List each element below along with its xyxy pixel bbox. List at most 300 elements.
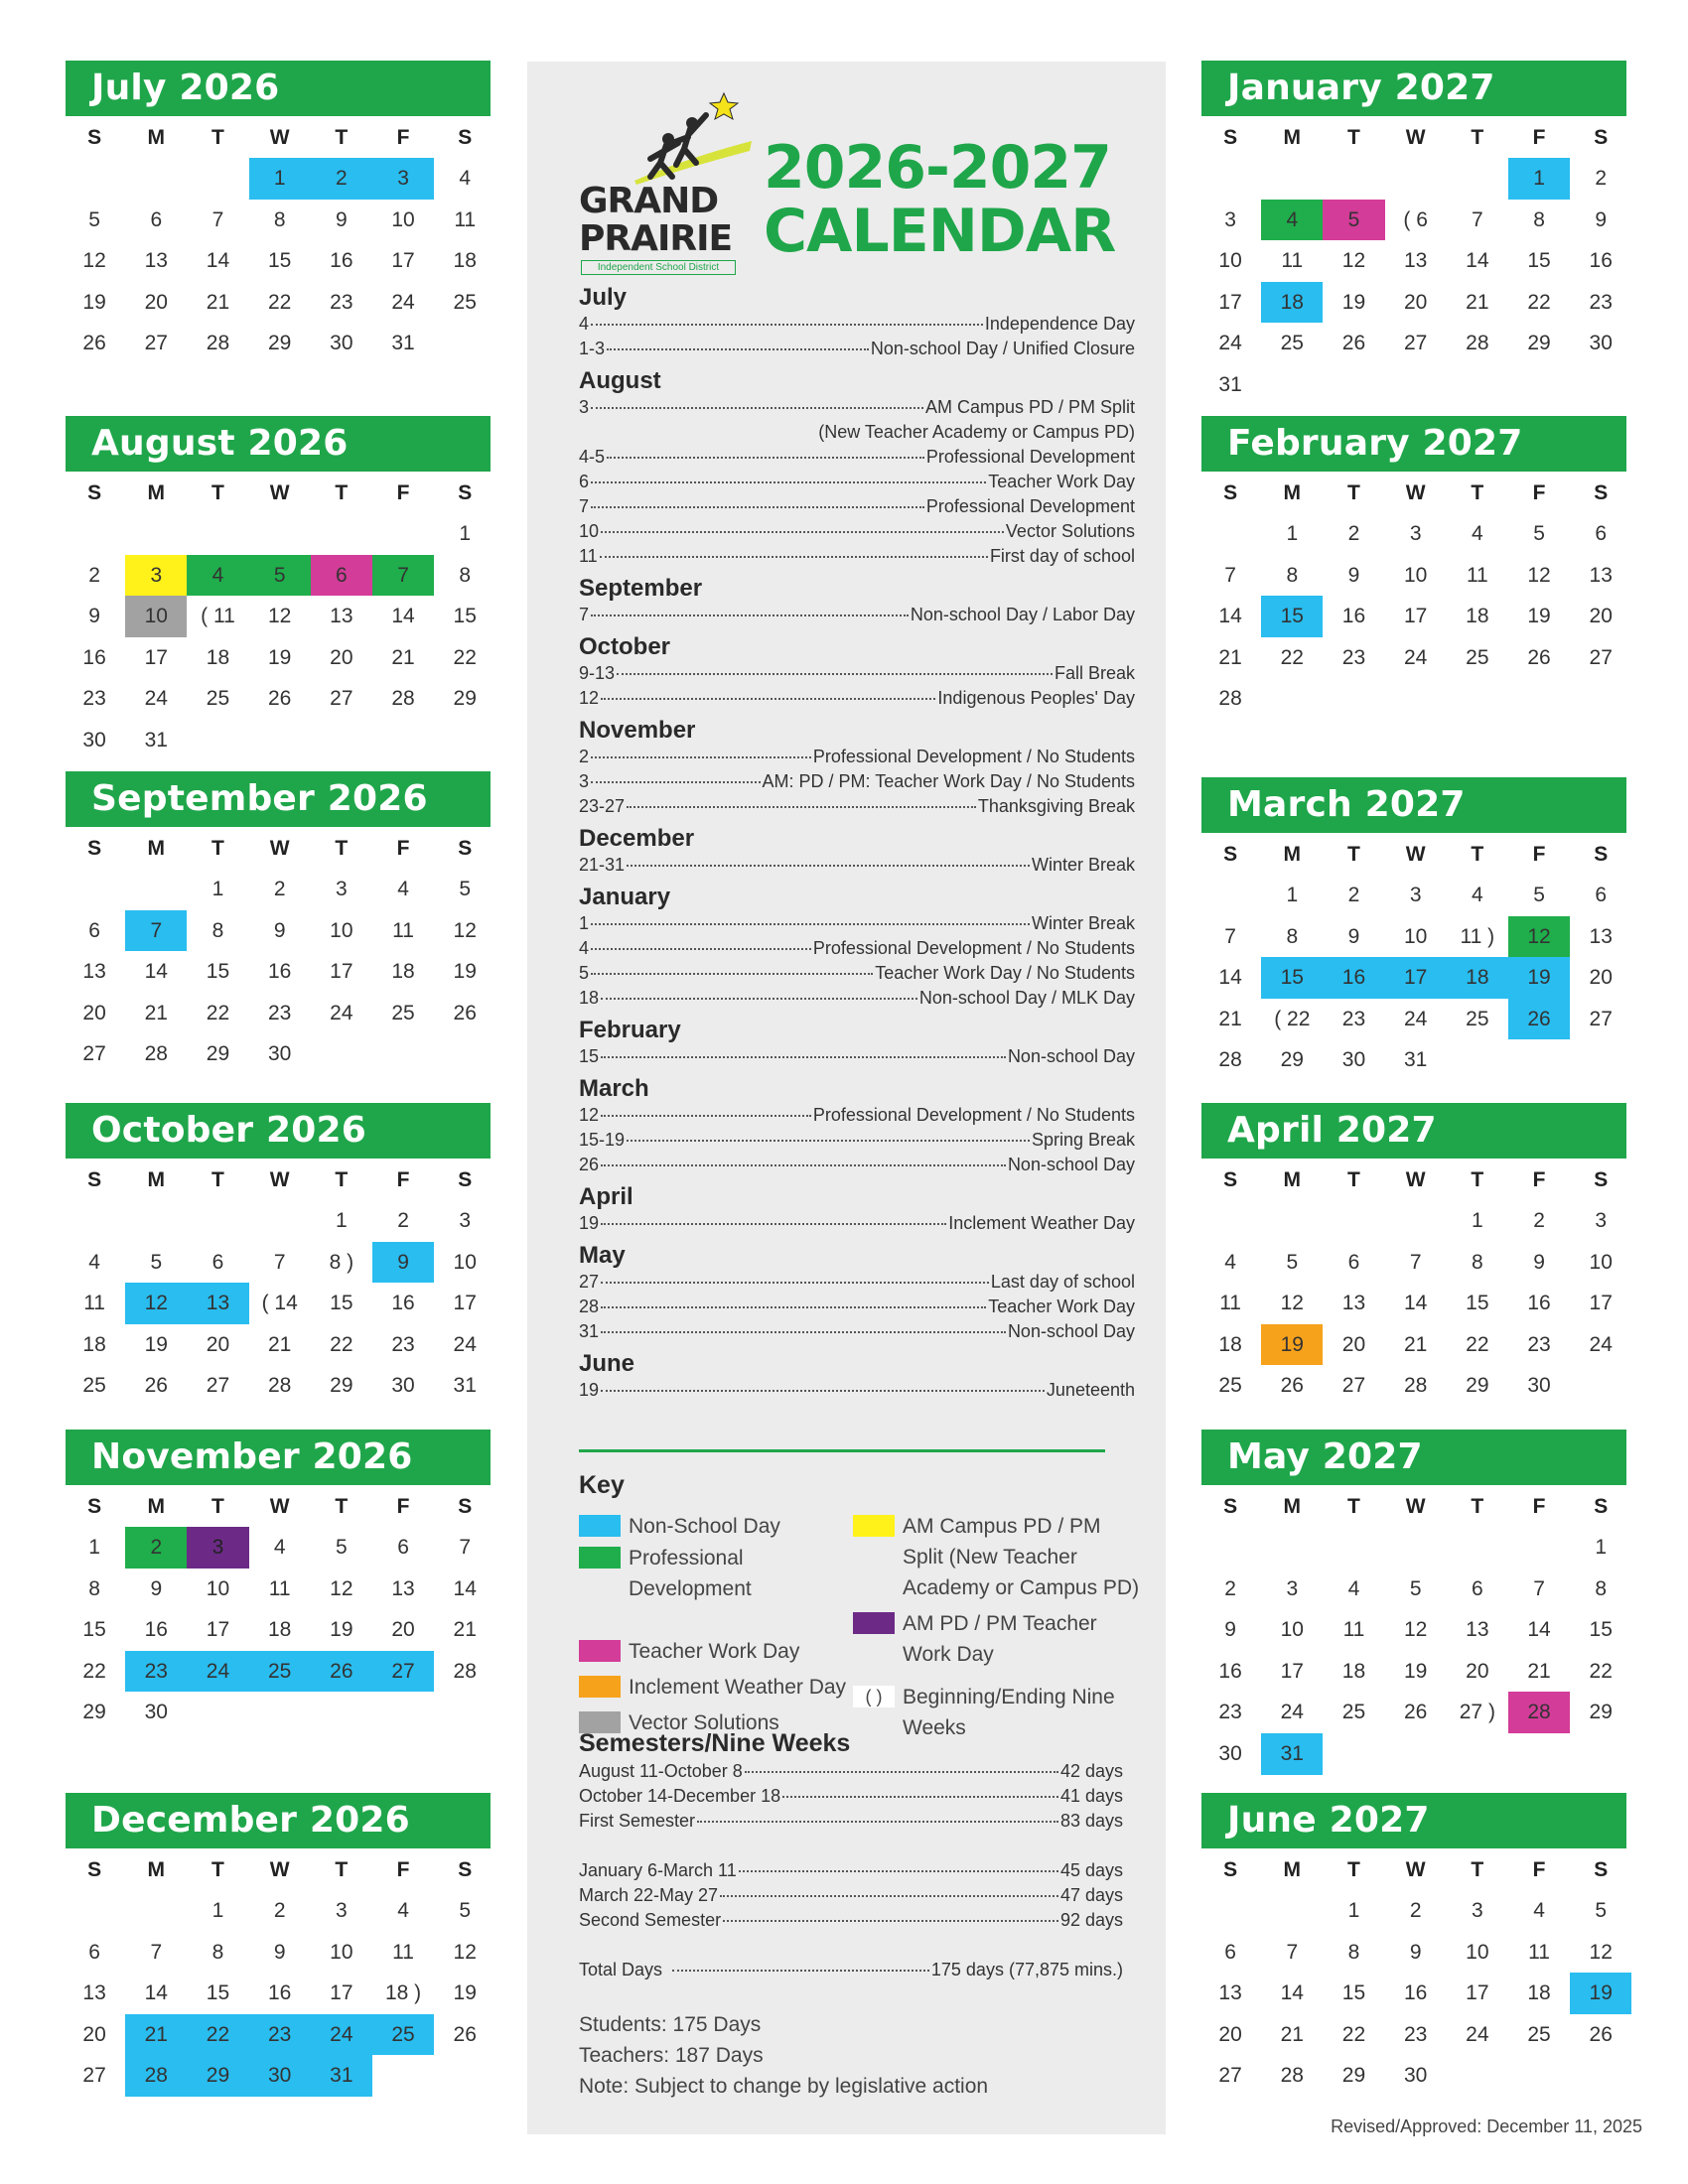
day-cell: 23 bbox=[1341, 1007, 1366, 1030]
day-cell: 8 bbox=[459, 563, 472, 587]
day-cell: 17 bbox=[1403, 605, 1428, 628]
event-description: AM: PD / PM: Teacher Work Day / No Students bbox=[762, 771, 1135, 791]
weekday-header: M bbox=[147, 126, 166, 149]
day-cell: 21 bbox=[144, 1001, 168, 1024]
semester-label: January 6-March 11 bbox=[579, 1860, 737, 1880]
day-cell: 26 bbox=[1403, 1701, 1428, 1724]
event-row bbox=[579, 395, 1135, 420]
day-cell: 16 bbox=[144, 1618, 168, 1642]
day-cell: 23 bbox=[1589, 290, 1613, 314]
event-description: Juneteenth bbox=[1046, 1380, 1135, 1400]
semester-row bbox=[579, 1809, 1123, 1834]
day-cell: 9 bbox=[1533, 1250, 1545, 1274]
day-cell: 11 bbox=[1342, 1618, 1365, 1642]
month-grid bbox=[1199, 1160, 1632, 1407]
event-row bbox=[579, 1103, 1135, 1128]
day-cell: 14 bbox=[144, 960, 168, 984]
day-cell: 27 bbox=[82, 1042, 106, 1066]
day-cell: 17 bbox=[330, 960, 353, 984]
weekday-header: S bbox=[1594, 1495, 1609, 1518]
day-cell: 16 bbox=[391, 1292, 415, 1315]
day-cell: 12 bbox=[1589, 1940, 1613, 1964]
day-cell: 7 bbox=[273, 1250, 286, 1274]
day-cell: 3 bbox=[1595, 1209, 1608, 1232]
day-cell: 22 bbox=[82, 1659, 106, 1683]
day-cell: 13 bbox=[144, 249, 168, 273]
color-swatch bbox=[579, 1547, 621, 1569]
month-june-2027 bbox=[1201, 1793, 1626, 2097]
day-cell: 8 bbox=[273, 207, 286, 231]
month-title: April 2027 bbox=[1201, 1103, 1626, 1159]
day-cell: 28 bbox=[1508, 1692, 1570, 1733]
day-cell: 7 bbox=[1286, 1940, 1299, 1964]
event-description: Professional Development / No Students bbox=[812, 1105, 1135, 1125]
weekday-header: M bbox=[1283, 126, 1302, 149]
month-title: July 2026 bbox=[66, 61, 491, 116]
event-date: 28 bbox=[579, 1297, 600, 1316]
weekday-header: T bbox=[211, 837, 224, 860]
semester-one-rows bbox=[579, 1759, 1123, 1834]
day-cell: 21 bbox=[206, 290, 230, 314]
event-month-heading: March bbox=[579, 1075, 649, 1102]
event-month-heading: May bbox=[579, 1242, 626, 1269]
day-cell: 18 bbox=[391, 960, 415, 984]
day-cell: 24 bbox=[1218, 332, 1242, 355]
day-cell: 22 bbox=[453, 645, 477, 669]
event-month-heading: January bbox=[579, 884, 671, 910]
day-cell: 1 bbox=[336, 1209, 348, 1232]
day-cell: 16 bbox=[1403, 1981, 1428, 2005]
day-cell: 21 bbox=[1403, 1332, 1428, 1356]
day-cell: 17 bbox=[1385, 957, 1447, 999]
day-cell: 11 bbox=[1281, 249, 1304, 273]
day-cell: 12 bbox=[1280, 1292, 1304, 1315]
day-cell: 12 bbox=[267, 605, 292, 628]
day-cell: 6 bbox=[1595, 522, 1608, 545]
day-cell: 18 bbox=[1447, 957, 1508, 999]
day-cell: 9 bbox=[273, 918, 286, 942]
month-grid bbox=[1199, 118, 1632, 406]
day-cell: 18 bbox=[453, 249, 477, 273]
day-cell: 6 bbox=[1224, 1940, 1236, 1964]
event-row bbox=[579, 470, 1135, 494]
day-cell: 10 bbox=[453, 1250, 477, 1274]
day-cell: 29 bbox=[82, 1701, 106, 1724]
day-cell: 29 bbox=[206, 1042, 230, 1066]
empty-cell bbox=[1199, 1527, 1261, 1569]
weekday-header: S bbox=[87, 1168, 102, 1191]
day-cell: 18 ) bbox=[384, 1981, 422, 2005]
day-cell: 25 bbox=[1341, 1701, 1366, 1724]
weekday-header: M bbox=[147, 1858, 166, 1881]
event-description: Spring Break bbox=[1031, 1130, 1135, 1150]
day-cell: 29 bbox=[1280, 1048, 1304, 1072]
day-cell: 3 bbox=[1472, 1899, 1483, 1922]
event-date: 6 bbox=[579, 472, 590, 491]
event-row bbox=[579, 312, 1135, 337]
event-date: 5 bbox=[579, 963, 590, 983]
day-cell: 11 bbox=[1528, 1940, 1550, 1964]
day-cell: 6 bbox=[1347, 1250, 1360, 1274]
day-cell: 8 bbox=[1347, 1940, 1360, 1964]
key-label: AM PD / PM Teacher Work Day bbox=[903, 1612, 1097, 1666]
day-cell: 31 bbox=[1218, 372, 1242, 396]
month-title: December 2026 bbox=[66, 1793, 491, 1848]
month-title: August 2026 bbox=[66, 416, 491, 472]
day-cell: 14 bbox=[1218, 966, 1242, 990]
day-cell: 6 bbox=[397, 1536, 409, 1559]
day-cell: 20 bbox=[82, 1001, 106, 1024]
legislative-note: Note: Subject to change by legislative action bbox=[579, 2075, 989, 2098]
day-cell: 7 bbox=[125, 910, 187, 952]
day-cell: 31 bbox=[311, 2055, 372, 2097]
weekday-header: T bbox=[211, 1858, 224, 1881]
semester-row bbox=[579, 1784, 1123, 1809]
event-date: 10 bbox=[579, 521, 600, 541]
semester-two-rows bbox=[579, 1858, 1123, 1933]
day-cell: 20 bbox=[1341, 1332, 1366, 1356]
day-cell: 6 bbox=[311, 555, 372, 597]
day-cell: 1 bbox=[1508, 158, 1570, 200]
event-description: Teacher Work Day bbox=[988, 472, 1135, 491]
day-cell: 25 bbox=[372, 2014, 434, 2056]
event-date: 11 bbox=[579, 546, 598, 566]
empty-cell bbox=[125, 1890, 187, 1932]
day-cell: 20 bbox=[82, 2022, 106, 2046]
weekday-header: T bbox=[1471, 481, 1484, 504]
day-cell: 9 bbox=[1595, 207, 1608, 231]
event-month-heading: April bbox=[579, 1183, 633, 1210]
day-cell: 2 bbox=[1224, 1576, 1236, 1600]
day-cell: 30 bbox=[249, 2055, 311, 2097]
semester-row bbox=[579, 1858, 1123, 1883]
day-cell: 26 bbox=[1341, 332, 1366, 355]
day-cell: 2 bbox=[1533, 1209, 1545, 1232]
weekday-header: W bbox=[269, 481, 290, 504]
month-title: June 2027 bbox=[1201, 1793, 1626, 1848]
weekday-header: S bbox=[458, 1495, 473, 1518]
day-cell: 5 bbox=[1595, 1899, 1608, 1922]
weekday-header: T bbox=[211, 481, 224, 504]
day-cell: 18 bbox=[1218, 1332, 1242, 1356]
day-cell: 2 bbox=[1409, 1899, 1422, 1922]
day-cell: 7 bbox=[459, 1536, 472, 1559]
event-month-heading: October bbox=[579, 633, 671, 660]
semester-row bbox=[579, 1883, 1123, 1908]
semester-label: Second Semester bbox=[579, 1910, 722, 1930]
event-date: 9-13 bbox=[579, 663, 616, 683]
event-date: 15-19 bbox=[579, 1130, 626, 1150]
event-month-heading: September bbox=[579, 575, 703, 602]
empty-cell bbox=[1261, 1890, 1323, 1932]
weekday-header: T bbox=[1347, 1168, 1360, 1191]
semester-days: 45 days bbox=[1059, 1860, 1123, 1880]
day-cell: 16 bbox=[1323, 957, 1384, 999]
day-cell: 14 bbox=[144, 1981, 168, 2005]
day-cell: 21 bbox=[267, 1332, 292, 1356]
day-cell: 10 bbox=[1466, 1940, 1489, 1964]
event-description: Non-school Day / Unified Closure bbox=[870, 339, 1135, 358]
month-grid bbox=[64, 829, 496, 1075]
month-grid bbox=[1199, 835, 1632, 1081]
day-cell: 14 bbox=[391, 605, 415, 628]
day-cell: 24 bbox=[1280, 1701, 1304, 1724]
day-cell: 11 bbox=[392, 918, 414, 942]
day-cell: 13 bbox=[1589, 924, 1613, 948]
day-cell: 17 bbox=[144, 645, 168, 669]
color-swatch bbox=[853, 1612, 895, 1634]
day-cell: 29 bbox=[1341, 2064, 1366, 2088]
weekday-header: T bbox=[1471, 1495, 1484, 1518]
month-grid bbox=[64, 118, 496, 364]
event-description: Non-school Day / Labor Day bbox=[910, 605, 1135, 624]
weekday-header: S bbox=[458, 837, 473, 860]
students-days: Students: 175 Days bbox=[579, 2013, 762, 2036]
day-cell: 13 bbox=[82, 1981, 106, 2005]
weekday-header: W bbox=[1405, 843, 1426, 866]
day-cell: 27 bbox=[330, 687, 353, 711]
day-cell: 5 bbox=[459, 878, 472, 900]
day-cell: 26 bbox=[311, 1651, 372, 1693]
event-month-heading: June bbox=[579, 1350, 635, 1377]
weekday-header: F bbox=[396, 1168, 410, 1191]
day-cell: 1 bbox=[1347, 1899, 1360, 1922]
day-cell: 31 bbox=[144, 728, 168, 751]
event-date: 3 bbox=[579, 397, 590, 417]
day-cell: 10 bbox=[206, 1576, 230, 1600]
weekday-header: W bbox=[269, 1168, 290, 1191]
day-cell: 21 bbox=[1280, 2022, 1304, 2046]
day-cell: 16 bbox=[330, 249, 353, 273]
month-title: September 2026 bbox=[66, 771, 491, 827]
event-date: 1 bbox=[579, 913, 590, 933]
day-cell: 8 bbox=[1533, 207, 1545, 231]
day-cell: 17 bbox=[330, 1981, 353, 2005]
day-cell: 5 bbox=[1323, 200, 1384, 241]
logo-grand: GRAND bbox=[579, 181, 719, 221]
weekday-header: W bbox=[1405, 481, 1426, 504]
day-cell: 3 bbox=[1409, 522, 1422, 545]
day-cell: 4 bbox=[273, 1536, 286, 1559]
event-date: 15 bbox=[579, 1046, 600, 1066]
color-swatch bbox=[579, 1640, 621, 1662]
semester-label: October 14-December 18 bbox=[579, 1786, 781, 1806]
event-row bbox=[579, 1044, 1135, 1069]
day-cell: 27 bbox=[82, 2064, 106, 2088]
day-cell: 16 bbox=[1527, 1292, 1551, 1315]
day-cell: 14 bbox=[1280, 1981, 1304, 2005]
day-cell: 16 bbox=[1341, 605, 1366, 628]
day-cell: 19 bbox=[1261, 1324, 1323, 1366]
weekday-header: M bbox=[147, 481, 166, 504]
day-cell: 5 bbox=[336, 1536, 348, 1559]
calendar-title-word: CALENDAR bbox=[764, 197, 1116, 266]
day-cell: 28 bbox=[453, 1659, 477, 1683]
event-description: First day of school bbox=[989, 546, 1135, 566]
day-cell: 17 bbox=[206, 1618, 230, 1642]
semester-days: 92 days bbox=[1059, 1910, 1123, 1930]
day-cell: 13 bbox=[1341, 1292, 1366, 1315]
event-description: Winter Break bbox=[1031, 855, 1135, 875]
day-cell: 3 bbox=[125, 555, 187, 597]
day-cell: 5 bbox=[1409, 1576, 1422, 1600]
day-cell: 24 bbox=[187, 1651, 248, 1693]
month-may-2027 bbox=[1201, 1430, 1626, 1775]
empty-cell bbox=[1447, 158, 1508, 200]
day-cell: 26 bbox=[82, 332, 106, 355]
weekday-header: F bbox=[396, 837, 410, 860]
event-date: 19 bbox=[579, 1213, 600, 1233]
day-cell: 29 bbox=[267, 332, 292, 355]
day-cell: 28 bbox=[1466, 332, 1489, 355]
event-row bbox=[579, 1153, 1135, 1177]
month-grid bbox=[1199, 1850, 1632, 2097]
month-march-2027 bbox=[1201, 777, 1626, 1081]
day-cell: 19 bbox=[82, 290, 106, 314]
weekday-header: S bbox=[1223, 126, 1238, 149]
day-cell: 11 bbox=[1219, 1292, 1241, 1315]
day-cell: 7 bbox=[1224, 924, 1236, 948]
day-cell: 11 ) bbox=[1460, 924, 1495, 948]
day-cell: 9 bbox=[1347, 563, 1360, 587]
semester-days: 83 days bbox=[1059, 1811, 1123, 1831]
day-cell: 15 bbox=[1341, 1981, 1366, 2005]
weekday-header: F bbox=[1532, 481, 1546, 504]
day-cell: 9 bbox=[336, 207, 348, 231]
event-row bbox=[579, 961, 1135, 986]
day-cell: 17 bbox=[453, 1292, 477, 1315]
day-cell: 12 bbox=[453, 918, 477, 942]
event-row bbox=[579, 686, 1135, 711]
day-cell: 4 bbox=[397, 1899, 409, 1922]
day-cell: 18 bbox=[1261, 282, 1323, 324]
day-cell: 24 bbox=[144, 687, 168, 711]
event-subtext: (New Teacher Academy or Campus PD) bbox=[818, 422, 1135, 442]
day-cell: 2 bbox=[273, 878, 286, 900]
day-cell: 8 ) bbox=[329, 1250, 354, 1274]
day-cell: 6 bbox=[1595, 884, 1608, 906]
day-cell: 23 bbox=[82, 687, 106, 711]
day-cell: 20 bbox=[144, 290, 168, 314]
day-cell: 16 bbox=[267, 1981, 292, 2005]
day-cell: 30 bbox=[1341, 1048, 1366, 1072]
day-cell: 12 bbox=[82, 249, 106, 273]
weekday-header: S bbox=[1223, 1168, 1238, 1191]
day-cell: 20 bbox=[1589, 966, 1613, 990]
weekday-header: S bbox=[87, 837, 102, 860]
day-cell: 19 bbox=[453, 1981, 477, 2005]
day-cell: 10 bbox=[1403, 924, 1428, 948]
day-cell: 17 bbox=[391, 249, 415, 273]
day-cell: 29 bbox=[1589, 1701, 1613, 1724]
day-cell: ( 11 bbox=[201, 605, 235, 628]
empty-cell bbox=[1508, 1527, 1570, 1569]
weekday-header: W bbox=[269, 1858, 290, 1881]
day-cell: 15 bbox=[453, 605, 477, 628]
day-cell: 12 bbox=[125, 1283, 187, 1324]
day-cell: 27 ) bbox=[1459, 1701, 1495, 1724]
day-cell: 13 bbox=[187, 1283, 248, 1324]
day-cell: 22 bbox=[1527, 290, 1551, 314]
event-row bbox=[579, 1295, 1135, 1319]
day-cell: 29 bbox=[1527, 332, 1551, 355]
day-cell: 1 bbox=[1286, 522, 1299, 545]
day-cell: 12 bbox=[1508, 916, 1570, 958]
weekday-header: W bbox=[269, 126, 290, 149]
day-cell: 26 bbox=[453, 2022, 477, 2046]
event-row bbox=[579, 1378, 1135, 1403]
day-cell: 11 bbox=[268, 1576, 291, 1600]
empty-cell bbox=[125, 1200, 187, 1242]
day-cell: 30 bbox=[1218, 1741, 1242, 1765]
day-cell: 28 bbox=[1403, 1374, 1428, 1398]
weekday-header: W bbox=[269, 837, 290, 860]
day-cell: 1 bbox=[1286, 884, 1299, 906]
day-cell: 9 bbox=[88, 605, 100, 628]
weekday-header: S bbox=[1594, 481, 1609, 504]
day-cell: 11 bbox=[454, 207, 477, 231]
weekday-header: S bbox=[458, 481, 473, 504]
empty-cell bbox=[64, 1200, 125, 1242]
event-date: 26 bbox=[579, 1155, 600, 1174]
day-cell: 14 bbox=[453, 1576, 477, 1600]
day-cell: 12 bbox=[1527, 563, 1551, 587]
empty-cell bbox=[64, 869, 125, 910]
day-cell: 17 bbox=[1218, 290, 1242, 314]
day-cell: 29 bbox=[1466, 1374, 1489, 1398]
day-cell: 4 bbox=[1533, 1899, 1545, 1922]
event-row bbox=[579, 936, 1135, 961]
day-cell: 5 bbox=[1533, 884, 1545, 906]
empty-cell bbox=[64, 513, 125, 555]
key-label: Teacher Work Day bbox=[629, 1640, 800, 1663]
total-days-row bbox=[579, 1958, 1123, 1982]
event-description: Inclement Weather Day bbox=[948, 1213, 1135, 1233]
month-title: March 2027 bbox=[1201, 777, 1626, 833]
day-cell: 10 bbox=[330, 918, 353, 942]
day-cell: 23 bbox=[1527, 1332, 1551, 1356]
day-cell: 15 bbox=[206, 960, 230, 984]
day-cell: ( 6 bbox=[1403, 207, 1428, 231]
day-cell: 23 bbox=[1341, 645, 1366, 669]
event-date: 12 bbox=[579, 688, 600, 708]
weekday-header: T bbox=[335, 1168, 349, 1191]
day-cell: 25 bbox=[1218, 1374, 1242, 1398]
day-cell: 19 bbox=[1341, 290, 1366, 314]
semester-label: March 22-May 27 bbox=[579, 1885, 719, 1905]
event-date: 3 bbox=[579, 771, 590, 791]
day-cell: 3 bbox=[1286, 1576, 1299, 1600]
color-swatch bbox=[579, 1676, 621, 1698]
day-cell: 7 bbox=[1472, 207, 1483, 231]
month-grid bbox=[64, 1487, 496, 1733]
day-cell: 1 bbox=[459, 522, 472, 545]
day-cell: 18 bbox=[206, 645, 230, 669]
event-date: 12 bbox=[579, 1105, 600, 1125]
empty-cell bbox=[1261, 1200, 1323, 1242]
parenthesis-symbol: ( ) bbox=[853, 1686, 895, 1707]
day-cell: 8 bbox=[88, 1576, 100, 1600]
day-cell: 19 bbox=[1570, 1973, 1631, 2014]
day-cell: 22 bbox=[1280, 645, 1304, 669]
weekday-header: F bbox=[1532, 1168, 1546, 1191]
key-label: Beginning/Ending Nine Weeks bbox=[903, 1686, 1115, 1739]
day-cell: 24 bbox=[1466, 2022, 1489, 2046]
weekday-header: F bbox=[396, 126, 410, 149]
empty-cell bbox=[1385, 1200, 1447, 1242]
day-cell: 14 bbox=[206, 249, 230, 273]
day-cell: 20 bbox=[206, 1332, 230, 1356]
